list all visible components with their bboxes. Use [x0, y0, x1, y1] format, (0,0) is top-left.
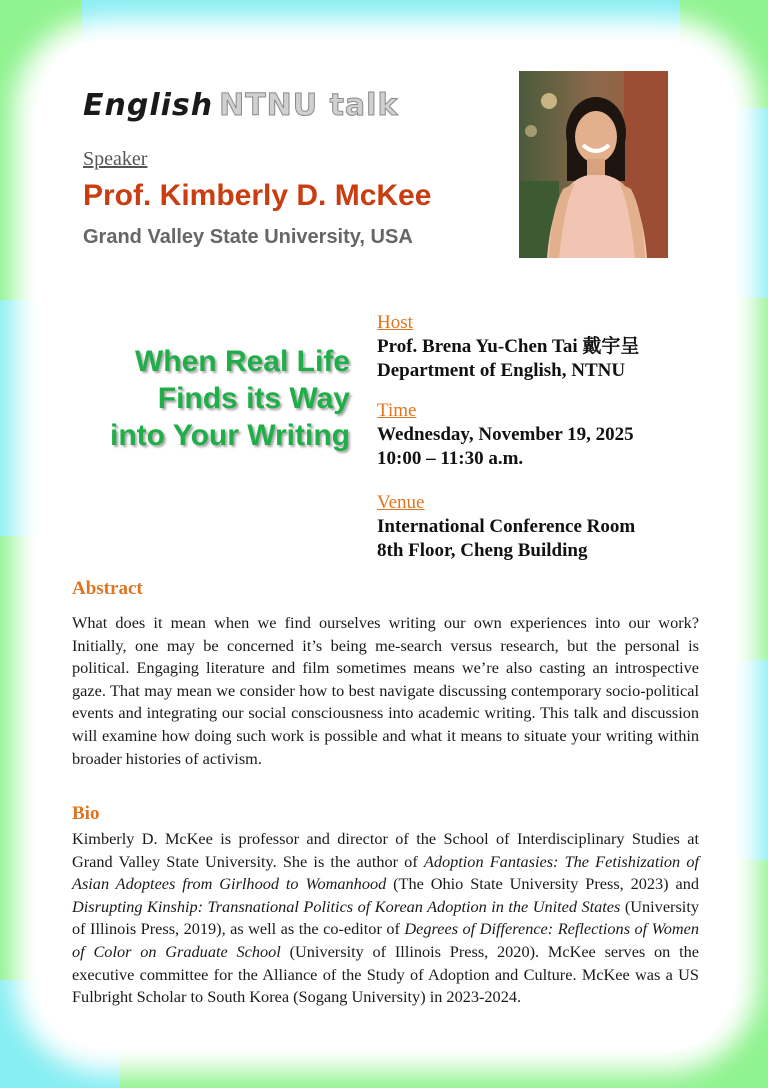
time-hours: 10:00 – 11:30 a.m.	[377, 448, 524, 469]
venue-label: Venue	[377, 492, 425, 513]
venue-section	[377, 491, 717, 563]
bio-text-segment: (University of Illinois Press, 2019), as well as the co-editor of	[72, 896, 699, 939]
abstract-text: What does it mean when we find ourselves writing our own experiences into our work? Initially, one may be concerned it’s being me-search versus research, but the personal is political. Engaging literature and film sometimes means we’re also casting an introspective gaze. That may mean we consider how to best navigate discussing contemporary socio-political events and integrating our social consciousness into academic writing. This talk and discussion will examine how doing such work is possible and what it means to situate your writing within broader histories of activism.	[72, 613, 699, 768]
book-title: Disrupting Kinship: Transnational Politics of Korean Adoption in the United States	[72, 896, 621, 916]
bio-text-segment: (The Ohio State University Press, 2023) and	[386, 874, 699, 894]
host-section	[377, 311, 717, 383]
bio-text	[72, 828, 699, 1009]
talk-title-line: Finds its Way	[157, 382, 350, 415]
bio-heading: Bio	[72, 803, 100, 824]
book-title: Degrees of Difference: Reflections of Women of Color on Graduate School	[72, 919, 699, 961]
host-department: Department of English, NTNU	[377, 360, 626, 381]
host-name: Prof. Brena Yu-Chen Tai 戴宇呈	[377, 336, 640, 357]
host-label: Host	[377, 312, 413, 333]
speaker-photo	[519, 71, 668, 258]
time-date: Wednesday, November 19, 2025	[377, 424, 634, 445]
time-section	[377, 399, 717, 471]
talk-title-line: into Your Writing	[110, 419, 350, 452]
series-logo	[83, 88, 398, 123]
time-label: Time	[377, 400, 417, 421]
logo-ntnu-talk: NTNU talk	[219, 88, 399, 123]
talk-title-line: When Real Life	[134, 345, 350, 378]
book-title: Adoption Fantasies: The Fetishization of Asian Adoptees from Girlhood to Womanhood	[72, 851, 699, 894]
venue-room: International Conference Room	[377, 516, 636, 537]
speaker-label: Speaker	[83, 148, 148, 170]
speaker-affiliation: Grand Valley State University, USA	[83, 226, 413, 248]
talk-title	[60, 343, 350, 454]
bio-text-segment: Kimberly D. McKee is professor and director of the School of Interdisciplinary Studies at Grand Valley State University. She is the author of	[72, 829, 699, 871]
venue-building: 8th Floor, Cheng Building	[377, 540, 588, 561]
logo-english: English	[83, 88, 214, 123]
abstract-heading: Abstract	[72, 578, 143, 599]
bio-text-segment: (University of Illinois Press, 2020). McKee serves on the executive committee for the Alliance of the Study of Adoption and Culture. McKee was a US Fulbright Scholar to South Korea (Sogang University) in 2023-2024.	[72, 941, 699, 1007]
speaker-name: Prof. Kimberly D. McKee	[83, 179, 432, 212]
